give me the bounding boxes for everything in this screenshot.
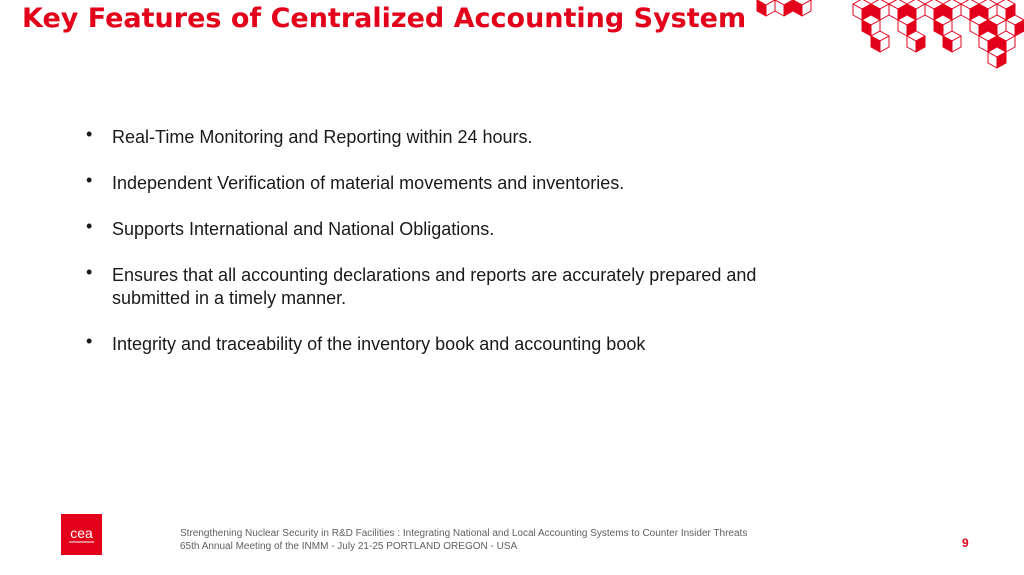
bullet-text: Independent Verification of material movements and inventories. bbox=[112, 173, 625, 193]
footer-presentation-title: Strengthening Nuclear Security in R&D Facilities : Integrating National and Local Accounting Systems to Counter Insider Threats bbox=[180, 528, 748, 539]
footer-event-info: 65th Annual Meeting of the INMM - July 21-25 PORTLAND OREGON - USA bbox=[180, 541, 518, 552]
page-number: 9 bbox=[962, 536, 969, 550]
cea-logo bbox=[61, 514, 102, 555]
bullet-item bbox=[86, 218, 826, 241]
bullet-icon: • bbox=[86, 262, 93, 282]
feature-bullet-list bbox=[86, 126, 826, 379]
cea-logo-text: cea bbox=[70, 525, 93, 541]
bullet-text: Ensures that all accounting declarations and reports are accurately prepared and submitted in a timely manner. bbox=[112, 265, 757, 308]
bullet-icon: • bbox=[86, 124, 93, 144]
bullet-text: Integrity and traceability of the inventory book and accounting book bbox=[112, 334, 646, 354]
cube-pattern-decoration bbox=[752, 0, 1024, 85]
bullet-icon: • bbox=[86, 170, 93, 190]
bullet-icon: • bbox=[86, 216, 93, 236]
bullet-item bbox=[86, 333, 826, 356]
bullet-text: Real-Time Monitoring and Reporting within 24 hours. bbox=[112, 127, 533, 147]
bullet-item bbox=[86, 126, 826, 149]
bullet-text: Supports International and National Obligations. bbox=[112, 219, 495, 239]
slide-title: Key Features of Centralized Accounting System bbox=[22, 3, 747, 34]
footer-text bbox=[180, 527, 747, 553]
bullet-item bbox=[86, 172, 826, 195]
bullet-icon: • bbox=[86, 331, 93, 351]
bullet-item bbox=[86, 264, 826, 310]
